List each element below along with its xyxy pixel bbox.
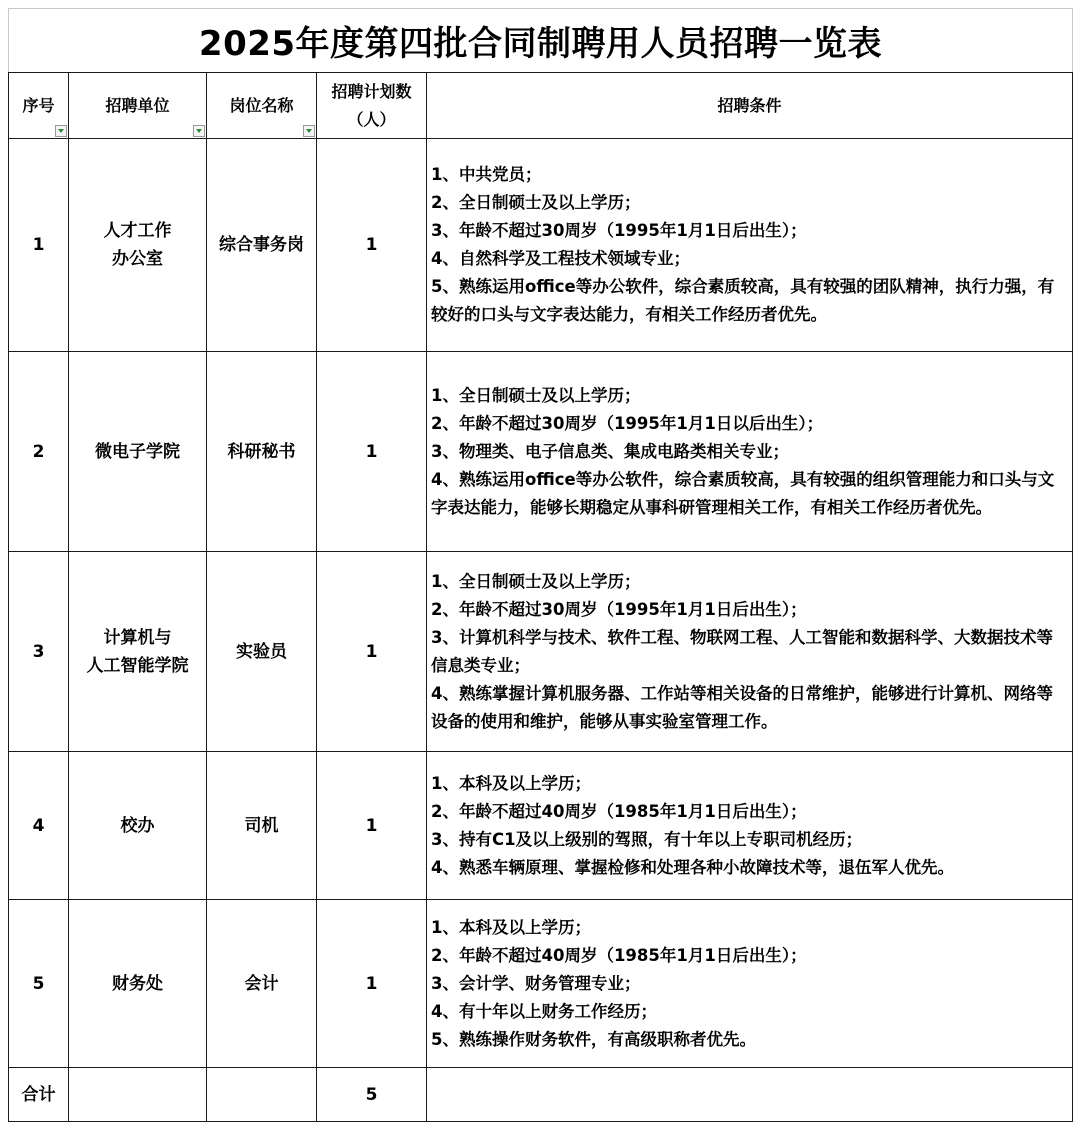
row-seq: 5 — [9, 900, 69, 1068]
header-seq — [9, 73, 69, 139]
condition-item: 2、年龄不超过40周岁（1985年1月1日后出生）； — [431, 945, 807, 965]
header-plan — [317, 73, 427, 139]
row-unit — [69, 752, 207, 900]
row-unit-line: 人工智能学院 — [86, 655, 189, 676]
condition-item: 2、全日制硕士及以上学历； — [431, 193, 641, 212]
row-unit — [69, 900, 207, 1068]
row-count: 1 — [317, 900, 427, 1068]
total-position-empty — [207, 1068, 317, 1122]
condition-item: 1、全日制硕士及以上学历； — [431, 385, 641, 405]
condition-item: 4、有十年以上财务工作经历； — [431, 1001, 657, 1021]
recruitment-sheet — [8, 8, 1072, 1122]
row-conditions — [427, 552, 1073, 752]
header-seq-label: 序号 — [22, 95, 55, 115]
page-title: 2025年度第四批合同制聘用人员招聘一览表 — [9, 9, 1073, 73]
row-count: 1 — [317, 352, 427, 552]
row-count: 1 — [317, 139, 427, 352]
condition-item: 1、中共党员； — [431, 165, 542, 184]
total-unit-empty — [69, 1068, 207, 1122]
condition-item: 2、年龄不超过40周岁（1985年1月1日后出生）； — [431, 801, 807, 821]
total-conditions-empty — [427, 1068, 1073, 1122]
row-unit-line: 校办 — [120, 815, 155, 836]
condition-item: 5、熟练运用office等办公软件，综合素质较高，具有较强的团队精神，执行力强，有较好的口头与文字表达能力，有相关工作经历者优先。 — [431, 277, 1055, 324]
row-seq: 4 — [9, 752, 69, 900]
condition-item: 1、全日制硕士及以上学历； — [431, 571, 641, 591]
condition-item: 3、物理类、电子信息类、集成电路类相关专业； — [431, 441, 789, 461]
row-seq: 3 — [9, 552, 69, 752]
table-row — [9, 352, 1073, 552]
row-unit-line: 人才工作 — [103, 221, 172, 241]
row-position: 司机 — [207, 752, 317, 900]
header-unit — [69, 73, 207, 139]
condition-item: 3、持有C1及以上级别的驾照，有十年以上专职司机经历； — [431, 829, 863, 849]
header-plan-unit: （人） — [347, 109, 396, 129]
row-conditions — [427, 139, 1073, 352]
table-row — [9, 552, 1073, 752]
header-plan-label: 招聘计划数 — [331, 81, 412, 101]
recruitment-table — [8, 8, 1073, 1122]
condition-item: 4、熟练掌握计算机服务器、工作站等相关设备的日常维护，能够进行计算机、网络等设备的使用和维护，能够从事实验室管理工作。 — [431, 683, 1053, 731]
condition-item: 3、年龄不超过30周岁（1995年1月1日后出生）； — [431, 221, 807, 240]
row-seq: 2 — [9, 352, 69, 552]
condition-item: 2、年龄不超过30周岁（1995年1月1日以后出生）； — [431, 413, 824, 433]
condition-item: 1、本科及以上学历； — [431, 917, 591, 937]
row-unit — [69, 552, 207, 752]
header-conditions: 招聘条件 — [427, 73, 1073, 139]
row-unit-line: 计算机与 — [103, 627, 172, 648]
condition-item: 4、熟悉车辆原理、掌握检修和处理各种小故障技术等，退伍军人优先。 — [431, 857, 954, 877]
condition-item: 2、年龄不超过30周岁（1995年1月1日后出生）； — [431, 599, 807, 619]
header-row — [9, 73, 1073, 139]
condition-item: 5、熟练操作财务软件，有高级职称者优先。 — [431, 1029, 756, 1049]
row-position: 科研秘书 — [207, 352, 317, 552]
filter-dropdown-icon[interactable] — [193, 125, 205, 137]
header-position — [207, 73, 317, 139]
row-position: 实验员 — [207, 552, 317, 752]
total-row — [9, 1068, 1073, 1122]
total-count: 5 — [317, 1068, 427, 1122]
total-label: 合计 — [9, 1068, 69, 1122]
row-unit-line: 财务处 — [112, 973, 163, 994]
row-count: 1 — [317, 752, 427, 900]
condition-item: 3、计算机科学与技术、软件工程、物联网工程、人工智能和数据科学、大数据技术等信息类专业； — [431, 627, 1053, 675]
condition-item: 4、熟练运用office等办公软件，综合素质较高，具有较强的组织管理能力和口头与文字表达能力，能够长期稳定从事科研管理相关工作，有相关工作经历者优先。 — [431, 469, 1055, 517]
filter-dropdown-icon[interactable] — [55, 125, 67, 137]
table-row — [9, 900, 1073, 1068]
row-position: 会计 — [207, 900, 317, 1068]
header-position-label: 岗位名称 — [229, 95, 294, 115]
condition-item: 4、自然科学及工程技术领域专业； — [431, 249, 690, 268]
condition-item: 1、本科及以上学历； — [431, 773, 591, 793]
row-position: 综合事务岗 — [207, 139, 317, 352]
filter-dropdown-icon[interactable] — [303, 125, 315, 137]
row-seq: 1 — [9, 139, 69, 352]
row-unit-line: 微电子学院 — [95, 441, 180, 462]
row-conditions — [427, 352, 1073, 552]
condition-item: 3、会计学、财务管理专业； — [431, 973, 641, 993]
table-row — [9, 752, 1073, 900]
row-conditions — [427, 900, 1073, 1068]
row-count: 1 — [317, 552, 427, 752]
table-row — [9, 139, 1073, 352]
row-unit-line: 办公室 — [112, 249, 163, 269]
row-unit — [69, 139, 207, 352]
row-conditions — [427, 752, 1073, 900]
header-unit-label: 招聘单位 — [105, 95, 170, 115]
row-unit — [69, 352, 207, 552]
